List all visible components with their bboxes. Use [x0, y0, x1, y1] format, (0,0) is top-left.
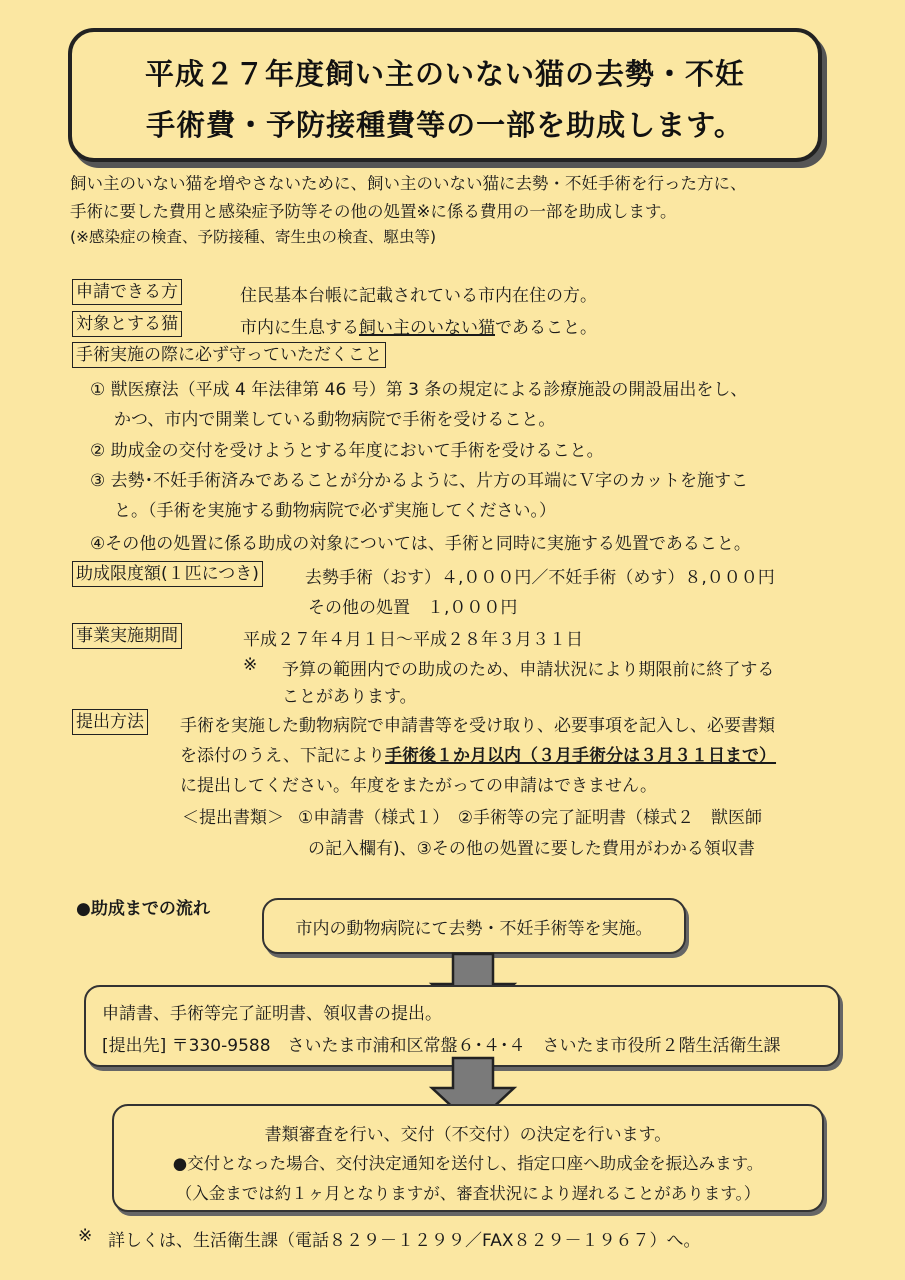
period-note-mark: ※	[243, 655, 258, 675]
submit-destination-address: 〒330-9588 さいたま市浦和区常盤６･４･４ さいたま市役所２階生活衛生課	[171, 1036, 781, 1056]
target-text	[240, 313, 597, 338]
rule-3b: と。（手術を実施する動物病院で必ず実施してください。）	[114, 501, 556, 521]
period-text: 平成２７年４月１日～平成２８年３月３１日	[243, 630, 583, 650]
intro-line-2: 手術に要した費用と感染症予防等その他の処置※に係る費用の一部を助成します。	[70, 202, 677, 221]
submit-label: 提出方法	[72, 709, 148, 735]
limit-line-1: 去勢手術（おす）４,０００円／不妊手術（めす）８,０００円	[305, 568, 775, 588]
flow-step-2	[84, 985, 840, 1067]
rule-4: ④その他の処置に係る助成の対象については、手術と同時に実施する処置であること。	[90, 534, 751, 554]
flow-step-3	[112, 1104, 824, 1212]
submit-deadline: 手術後１か月以内（３月手術分は３月３１日まで）	[385, 746, 777, 766]
rule-1a: ① 獣医療法（平成 4 年法律第 46 号）第 3 条の規定による診療施設の開設届出をし、	[90, 380, 748, 400]
period-label: 事業実施期間	[72, 623, 182, 649]
title-box	[68, 28, 822, 162]
title-line-1: 平成２７年度飼い主のいない猫の去勢・不妊	[144, 57, 745, 91]
submit-line-1: 手術を実施した動物病院で申請書等を受け取り、必要事項を記入し、必要書類	[180, 716, 775, 736]
submit-line-2	[180, 741, 776, 766]
rule-3a: ③ 去勢･不妊手術済みであることが分かるように、片方の耳端にＶ字のカットを施すこ	[90, 471, 748, 491]
rules-label: 手術実施の際に必ず守っていただくこと	[72, 342, 386, 368]
docs-label: ＜提出書類＞	[182, 808, 284, 828]
target-label: 対象とする猫	[72, 311, 182, 337]
target-text-underlined: 飼い主のいない猫	[359, 318, 495, 338]
submit-line-3: に提出してください。年度をまたがっての申請はできません。	[180, 776, 658, 796]
period-note-1: 予算の範囲内での助成のため、申請状況により期限前に終了する	[282, 660, 775, 680]
flow-step-3-line-3: （入金までは約１ヶ月となりますが、審査状況により遅れることがあります。）	[175, 1184, 761, 1203]
applicant-label: 申請できる方	[72, 279, 182, 305]
intro-line-1: 飼い主のいない猫を増やさないために、飼い主のいない猫に去勢・不妊手術を行った方に、	[70, 174, 747, 193]
rule-1b: かつ、市内で開業している動物病院で手術を受けること。	[114, 410, 556, 430]
flow-step-3-line-1: 書類審査を行い、交付（不交付）の決定を行います。	[264, 1125, 672, 1145]
footer-mark: ※	[78, 1226, 93, 1246]
limit-line-2: その他の処置 １,０００円	[308, 598, 518, 618]
flow-step-3-line-2: ●交付となった場合、交付決定通知を送付し、指定口座へ助成金を振込みます。	[172, 1154, 764, 1173]
flow-step-2-line-2	[102, 1031, 781, 1056]
flow-heading: ●助成までの流れ	[76, 899, 210, 919]
title-line-2: 手術費・予防接種費等の一部を助成します。	[146, 108, 744, 142]
rule-2: ② 助成金の交付を受けようとする年度において手術を受けること。	[90, 441, 604, 461]
footer-text: 詳しくは、生活衛生課（電話８２９－１２９９／FAX８２９－１９６７）へ。	[108, 1231, 701, 1251]
period-note-2: ことがあります。	[282, 687, 417, 707]
flow-step-1-text: 市内の動物病院にて去勢・不妊手術等を実施。	[295, 919, 653, 939]
target-text-a: 市内に生息する	[240, 318, 359, 338]
intro-note: (※感染症の検査、予防接種、寄生虫の検査、駆虫等)	[70, 228, 437, 246]
submit-destination-label: [提出先]	[102, 1036, 167, 1056]
docs-line-1: ①申請書（様式１） ②手術等の完了証明書（様式２ 獣医師	[298, 808, 762, 828]
docs-line-2: の記入欄有)、③その他の処置に要した費用がわかる領収書	[308, 839, 755, 859]
target-text-c: であること。	[495, 318, 597, 338]
submit-line-2a: を添付のうえ、下記により	[180, 746, 386, 766]
flow-step-2-line-1: 申請書、手術等完了証明書、領収書の提出。	[102, 1004, 442, 1024]
flow-step-1	[262, 898, 686, 954]
limit-label: 助成限度額(１匹につき)	[72, 561, 263, 587]
applicant-text: 住民基本台帳に記載されている市内在住の方。	[240, 286, 597, 306]
